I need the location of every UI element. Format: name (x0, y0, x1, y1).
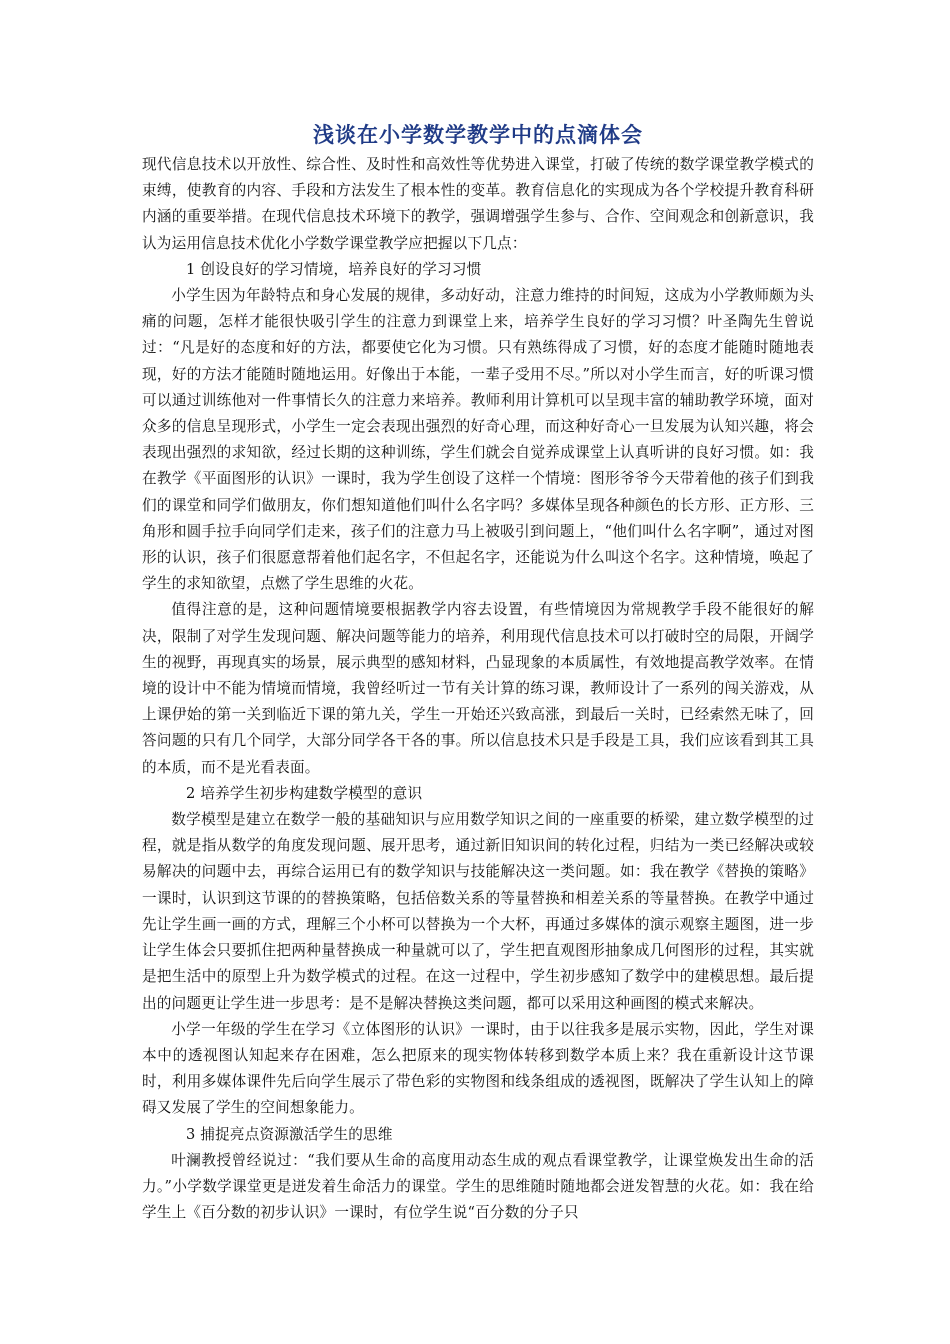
section-heading-2: 2 培养学生初步构建数学模型的意识 (186, 784, 423, 802)
section-2-paragraph-1: 数学模型是建立在数学一般的基础知识与应用数学知识之间的一座重要的桥梁，建立数学模型的过程，就是指从数学的角度发现问题、展开思考，通过新旧知识间的转化过程，归结为一类已经解决或较易解决的问题中去，再综合运用已有的数学知识与技能解决这一类问题。如：我在教学《替换的策略》一课时，认识到这节课的的替换策略，包括倍数关系的等量替换和相差关系的等量替换。在教学中通过先让学生画一画的方式，理解三个小杯可以替换为一个大杯，再通过多媒体的演示观察主题图，进一步让学生体会只要抓住把两种量替换成一种量就可以了，学生把直观图形抽象成几何图形的过程，其实就是把生活中的原型上升为数学模式的过程。在这一过程中，学生初步感知了数学中的建模思想。最后提出的问题更让学生进一步思考：是不是解决替换这类问题，都可以采用这种画图的模式来解决。 (142, 811, 814, 1012)
section-heading-1: 1 创设良好的学习情境，培养良好的学习习惯 (186, 260, 482, 278)
section-heading-3: 3 捕捉亮点资源激活学生的思维 (186, 1125, 393, 1143)
section-1-paragraph-1: 小学生因为年龄特点和身心发展的规律，多动好动，注意力维持的时间短，这成为小学教师颇为头痛的问题，怎样才能很快吸引学生的注意力到课堂上来，培养学生良好的学习习惯？叶圣陶先生曾说过：“凡是好的态度和好的方法，都要使它化为习惯。只有熟练得成了习惯，好的态度才能随时随地表现，好的方法才能随时随地运用。好像出于本能，一辈子受用不尽。”所以对小学生而言，好的听课习惯可以通过训练他对一件事情长久的注意力来培养。教师利用计算机可以呈现丰富的辅助教学环境，面对众多的信息呈现形式，小学生一定会表现出强烈的好奇心理，而这种好奇心一旦发展为认知兴趣，将会表现出强烈的求知欲，经过长期的这种训练，学生们就会自觉养成课堂上认真听讲的良好习惯。如：我在教学《平面图形的认识》一课时，我为学生创设了这样一个情境：图形爷爷今天带着他的孩子们到我们的课堂和同学们做朋友，你们想知道他们叫什么名字吗？多媒体呈现各种颜色的长方形、正方形、三角形和圆手拉手向同学们走来，孩子们的注意力马上被吸引到问题上，“他们叫什么名字啊”，通过对图形的认识，孩子们很愿意帮着他们起名字，不但起名字，还能说为什么叫这个名字。这种情境，唤起了学生的求知欲望，点燃了学生思维的火花。 (142, 287, 814, 593)
section-3-paragraph-1: 叶澜教授曾经说过：“我们要从生命的高度用动态生成的观点看课堂教学，让课堂焕发出生命的活力。”小学数学课堂更是迸发着生命活力的课堂。学生的思维随时随地都会迸发智慧的火花。如：我在给学生上《百分数的初步认识》一课时，有位学生说“百分数的分子只 (142, 1151, 814, 1222)
intro-paragraph: 现代信息技术以开放性、综合性、及时性和高效性等优势进入课堂，打破了传统的数学课堂教学模式的束缚，使教育的内容、手段和方法发生了根本性的变革。教育信息化的实现成为各个学校提升教育科研内涵的重要举措。在现代信息技术环境下的教学，强调增强学生参与、合作、空间观念和创新意识，我认为运用信息技术优化小学数学课堂教学应把握以下几点： (142, 156, 814, 252)
document-page (142, 118, 814, 1226)
section-2-paragraph-2: 小学一年级的学生在学习《立体图形的认识》一课时，由于以往我多是展示实物，因此，学生对课本中的透视图认知起来存在困难，怎么把原来的现实物体转移到数学本质上来？我在重新设计这节课时，利用多媒体课件先后向学生展示了带色彩的实物图和线条组成的透视图，既解决了学生认知上的障碍又发展了学生的空间想象能力。 (142, 1020, 814, 1117)
section-1-paragraph-2: 值得注意的是，这种问题情境要根据教学内容去设置，有些情境因为常规教学手段不能很好的解决，限制了对学生发现问题、解决问题等能力的培养，利用现代信息技术可以打破时空的局限，开阔学生的视野，再现真实的场景，展示典型的感知材料，凸显现象的本质属性，有效地提高教学效率。在情境的设计中不能为情境而情境，我曾经听过一节有关计算的练习课，教师设计了一系列的闯关游戏，从上课伊始的第一关到临近下课的第九关，学生一开始还兴致高涨，到最后一关时，已经索然无味了，回答问题的只有几个同学，大部分同学各干各的事。所以信息技术只是手段是工具，我们应该看到其工具的本质，而不是光看表面。 (142, 601, 814, 776)
document-title: 浅谈在小学数学教学中的点滴体会 (313, 122, 643, 147)
